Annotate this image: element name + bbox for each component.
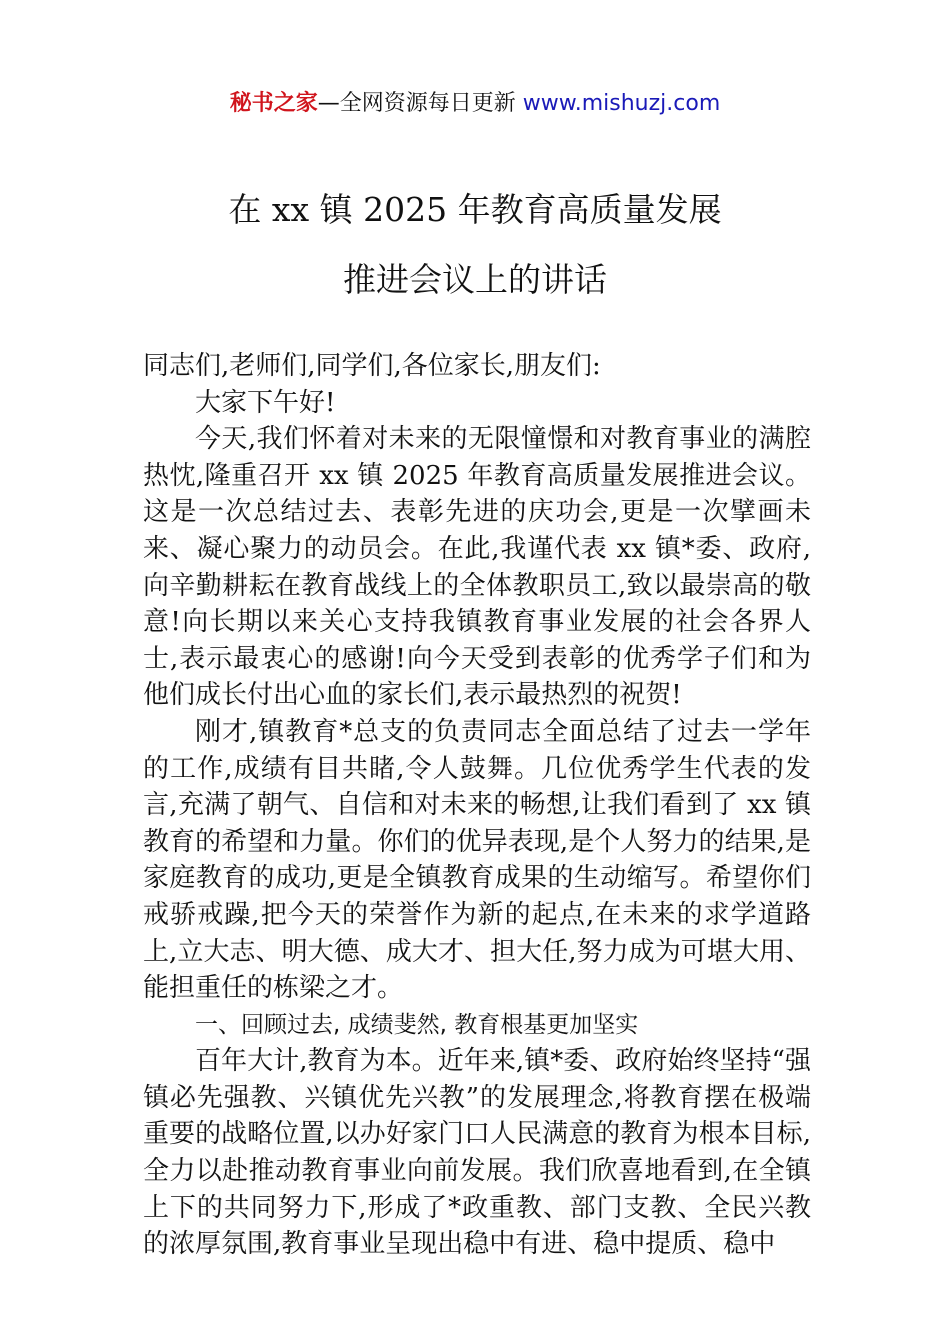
paragraph: 百年大计,教育为本。近年来,镇*委、政府始终坚持“强镇必先强教、兴镇优先兴教”的发展理念,将教育摆在极端重要的战略位置,以办好家门口人民满意的教育为根本目标,全力以赴推动教育事业向前发展。我们欣喜地看到,在全镇上下的共同努力下,形成了*政重教、部门支教、全民兴教的浓厚氛围,教育事业呈现出稳中有进、稳中提质、稳中 <box>143 1046 811 1260</box>
site-header <box>0 88 950 120</box>
section-heading: 一、回顾过去, 成绩斐然, 教育根基更加坚实 <box>195 1011 639 1038</box>
greeting: 大家下午好! <box>195 387 336 418</box>
paragraph: 刚才,镇教育*总支的负责同志全面总结了过去一学年的工作,成绩有目共睹,令人鼓舞。几位优秀学生代表的发言,充满了朝气、自信和对未来的畅想,让我们看到了 xx 镇教育的希望和力量。你们的优异表现,是个人努力的结果,是家庭教育的成功,更是全镇教育成果的生动缩写。希望你们戒骄戒躁,把今天的荣誉作为新的起点,在未来的求学道路上,立大志、明大德、成大才、担大任,努力成为可堪大用、能担重任的栋梁之才。 <box>143 716 811 1004</box>
document-body <box>143 348 811 1263</box>
site-tagline: —全网资源每日更新 <box>317 91 523 116</box>
site-url-link[interactable]: www.mishuzj.com <box>522 91 721 116</box>
document-title-line-2: 推进会议上的讲话 <box>343 260 607 299</box>
salutation: 同志们,老师们,同学们,各位家长,朋友们: <box>143 351 601 381</box>
site-brand: 秘书之家 <box>229 91 318 116</box>
document-title-line-1: 在 xx 镇 2025 年教育高质量发展 <box>228 190 722 229</box>
paragraph: 今天,我们怀着对未来的无限憧憬和对教育事业的满腔热忱,隆重召开 xx 镇 2025 年教育高质量发展推进会议。这是一次总结过去、表彰先进的庆功会,更是一次擘画未来、凝心聚力的动员会。在此,我谨代表 xx 镇*委、政府,向辛勤耕耘在教育战线上的全体教职员工,致以最崇高的敬意!向长期以来关心支持我镇教育事业发展的社会各界人士,表示最衷心的感谢!向今天受到表彰的优秀学子们和为他们成长付出心血的家长们,表示最热烈的祝贺! <box>143 424 811 711</box>
